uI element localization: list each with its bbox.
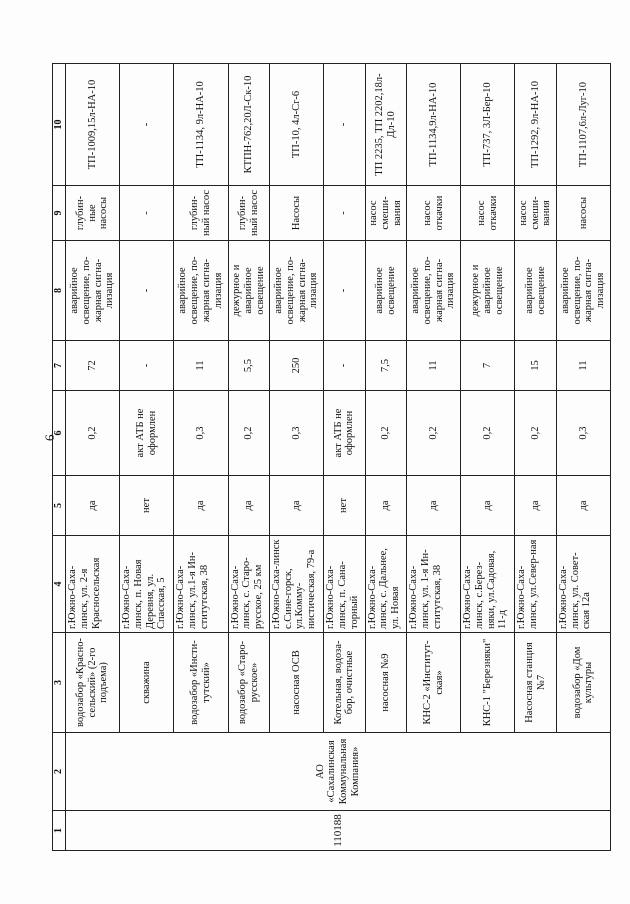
page-number: 6 bbox=[42, 434, 57, 441]
col7-cell: 11 bbox=[407, 341, 461, 391]
col10-cell: ТП 2235, ТП 2202,18л-Дл-10 bbox=[365, 64, 406, 186]
col6-cell: акт АТБ не оформлен bbox=[120, 391, 174, 476]
col7-cell: 11 bbox=[174, 341, 228, 391]
col5-cell: да bbox=[461, 476, 515, 536]
header-cell: 5 bbox=[53, 476, 66, 536]
col10-cell: ТП-737, 3Л-Бер-10 bbox=[461, 64, 515, 186]
col5-cell: да bbox=[407, 476, 461, 536]
col5-cell: да bbox=[228, 476, 269, 536]
object-cell: скважина bbox=[120, 633, 174, 733]
col8-cell: - bbox=[120, 241, 174, 341]
col10-cell: ТП-1009,15л-НА-10 bbox=[66, 64, 120, 186]
address-cell: г.Южно-Саха-линск, ул. 1-я Ин-ститутская, 38 bbox=[407, 536, 461, 633]
col5-cell: да bbox=[66, 476, 120, 536]
data-table bbox=[52, 63, 611, 851]
object-cell: водозабор «Старо-русское» bbox=[228, 633, 269, 733]
address-cell: г.Южно-Саха-линск, ул.Север-ная bbox=[515, 536, 556, 633]
object-cell: КНС-1 "Березняки" bbox=[461, 633, 515, 733]
address-cell: г.Южно-Саха-линск, ул. 2-я Красносельская bbox=[66, 536, 120, 633]
address-cell: г.Южно-Саха-линск, п. Сана-торный bbox=[324, 536, 365, 633]
col6-cell: 0,2 bbox=[66, 391, 120, 476]
col7-cell: - bbox=[120, 341, 174, 391]
col6-cell: 0,2 bbox=[461, 391, 515, 476]
header-row bbox=[53, 64, 66, 851]
col9-cell: насосы bbox=[556, 186, 610, 241]
col7-cell: 5,5 bbox=[228, 341, 269, 391]
col5-cell: нет bbox=[120, 476, 174, 536]
col6-cell: акт АТБ не оформлен bbox=[324, 391, 365, 476]
col5-cell: да bbox=[174, 476, 228, 536]
col9-cell: насос смеши-вания bbox=[515, 186, 556, 241]
table-row bbox=[407, 64, 461, 851]
object-cell: Котельная, водоза-бор, очистные bbox=[324, 633, 365, 733]
address-cell: г.Южно-Саха-линск, с. Старо-русское, 25 км bbox=[228, 536, 269, 633]
col10-cell: - bbox=[120, 64, 174, 186]
header-cell: 10 bbox=[53, 64, 66, 186]
table-row bbox=[269, 64, 323, 851]
col8-cell: дежурное и аварийное освещение bbox=[228, 241, 269, 341]
col7-cell: 7,5 bbox=[365, 341, 406, 391]
code-cell: 110188 bbox=[66, 811, 611, 851]
organization-cell: АО «Сахалинская Коммунальная Компания» bbox=[66, 733, 611, 811]
col9-cell: глубин-ный насос bbox=[228, 186, 269, 241]
col9-cell: Насосы bbox=[269, 186, 323, 241]
col9-cell: насос откачки bbox=[407, 186, 461, 241]
header-cell: 9 bbox=[53, 186, 66, 241]
col8-cell: аварийное освещение bbox=[365, 241, 406, 341]
col7-cell: 15 bbox=[515, 341, 556, 391]
col8-cell: аварийное освещение, по-жарная сигна-лизация bbox=[407, 241, 461, 341]
header-cell: 7 bbox=[53, 341, 66, 391]
table-row bbox=[66, 64, 120, 851]
col6-cell: 0,3 bbox=[556, 391, 610, 476]
object-cell: насосная ОСВ bbox=[269, 633, 323, 733]
col5-cell: да bbox=[556, 476, 610, 536]
address-cell: г.Южно-Саха-линск, с.Берез-няки, ул.Садовая, 11-д bbox=[461, 536, 515, 633]
col9-cell: - bbox=[324, 186, 365, 241]
col6-cell: 0,2 bbox=[365, 391, 406, 476]
col8-cell: аварийное освещение bbox=[515, 241, 556, 341]
col5-cell: да bbox=[365, 476, 406, 536]
col10-cell: КТПН-762,20Л-Ск-10 bbox=[228, 64, 269, 186]
col7-cell: 11 bbox=[556, 341, 610, 391]
col8-cell: аварийное освещение, по-жарная сигна-лизация bbox=[556, 241, 610, 341]
col10-cell: ТП-1134,9л-НА-10 bbox=[407, 64, 461, 186]
table-row bbox=[120, 64, 174, 851]
col5-cell: да bbox=[515, 476, 556, 536]
header-cell: 2 bbox=[53, 733, 66, 811]
header-cell: 4 bbox=[53, 536, 66, 633]
table-container bbox=[52, 64, 611, 851]
object-cell: водозабор «Инсти-тутский» bbox=[174, 633, 228, 733]
header-cell: 1 bbox=[53, 811, 66, 851]
col10-cell: ТП-1134, 9л-НА-10 bbox=[174, 64, 228, 186]
table-row bbox=[365, 64, 406, 851]
table-row bbox=[461, 64, 515, 851]
table-row bbox=[228, 64, 269, 851]
address-cell: г.Южно-Саха-линск, ул. Совет-ская 12а bbox=[556, 536, 610, 633]
header-cell: 6 bbox=[53, 391, 66, 476]
object-cell: Насосная станция №7 bbox=[515, 633, 556, 733]
address-cell: г.Южно-Саха-линск, с. Дальнее, ул. Новая bbox=[365, 536, 406, 633]
col6-cell: 0,2 bbox=[407, 391, 461, 476]
col10-cell: - bbox=[324, 64, 365, 186]
col8-cell: - bbox=[324, 241, 365, 341]
table-row bbox=[515, 64, 556, 851]
object-cell: насосная №9 bbox=[365, 633, 406, 733]
col6-cell: 0,3 bbox=[174, 391, 228, 476]
col7-cell: 7 bbox=[461, 341, 515, 391]
table-row bbox=[556, 64, 610, 851]
table-body bbox=[53, 64, 611, 851]
table-row bbox=[174, 64, 228, 851]
col7-cell: 250 bbox=[269, 341, 323, 391]
col9-cell: насос смеши-вания bbox=[365, 186, 406, 241]
object-cell: КНС-2 «Институт-ская» bbox=[407, 633, 461, 733]
col8-cell: аварийное освещение, по-жарная сигна-лизация bbox=[269, 241, 323, 341]
col6-cell: 0,3 bbox=[269, 391, 323, 476]
table-row bbox=[324, 64, 365, 851]
address-cell: г.Южно-Саха-линск, п. Новая Деревня, ул. Спасская, 5 bbox=[120, 536, 174, 633]
col9-cell: глубин-ные насосы bbox=[66, 186, 120, 241]
object-cell: водозабор «Красно-сельский» (2-го подъема) bbox=[66, 633, 120, 733]
col6-cell: 0,2 bbox=[228, 391, 269, 476]
col9-cell: глубин-ный насос bbox=[174, 186, 228, 241]
col8-cell: дежурное и аварийное освещение bbox=[461, 241, 515, 341]
col5-cell: да bbox=[269, 476, 323, 536]
address-cell: г.Южно-Саха-линск с.Сине-горск, ул.Комму-нистическая, 79-а bbox=[269, 536, 323, 633]
col9-cell: - bbox=[120, 186, 174, 241]
address-cell: г.Южно-Саха-линск, ул.1-я Ин-ститутская, 38 bbox=[174, 536, 228, 633]
object-cell: водозабор «Дом культуры bbox=[556, 633, 610, 733]
col10-cell: ТП-10, 4л-Сг-6 bbox=[269, 64, 323, 186]
col8-cell: аварийное освещение, по-жарная сигна-лизация bbox=[174, 241, 228, 341]
col7-cell: - bbox=[324, 341, 365, 391]
col10-cell: ТП-1292, 9л-НА-10 bbox=[515, 64, 556, 186]
col5-cell: нет bbox=[324, 476, 365, 536]
col8-cell: аварийное освещение, по-жарная сигна-лизация bbox=[66, 241, 120, 341]
header-cell: 8 bbox=[53, 241, 66, 341]
col6-cell: 0,2 bbox=[515, 391, 556, 476]
col7-cell: 72 bbox=[66, 341, 120, 391]
col10-cell: ТП-1107,6л-Луг-10 bbox=[556, 64, 610, 186]
header-cell: 3 bbox=[53, 633, 66, 733]
col9-cell: насос откачки bbox=[461, 186, 515, 241]
